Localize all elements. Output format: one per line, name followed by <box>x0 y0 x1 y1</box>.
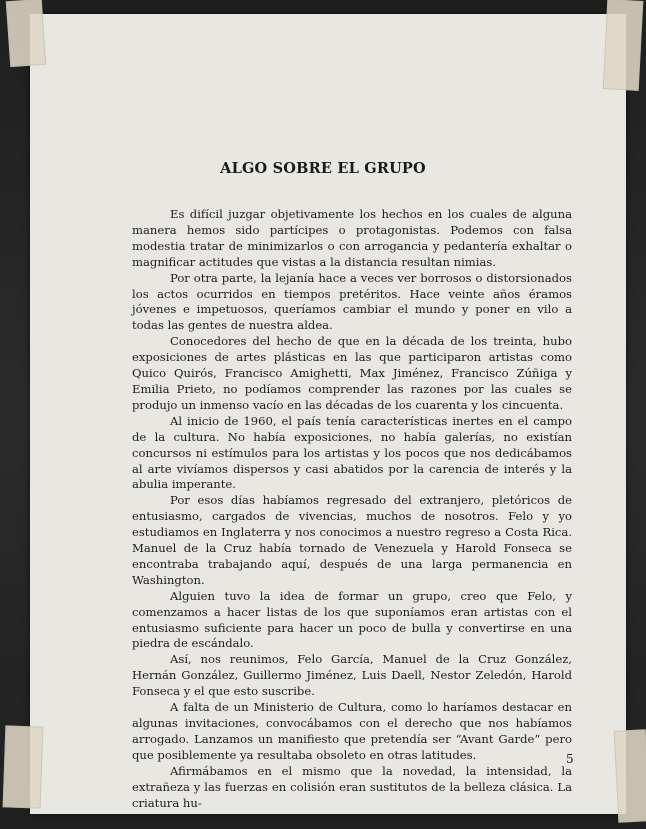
tape-bottom-right <box>614 729 646 823</box>
paragraph: Afirmábamos en el mismo que la novedad, la intensidad, la extrañeza y las fuerzas en colisión eran sustitutos de la belleza clásica. La criatura hu- <box>132 763 572 810</box>
paragraph: Es difícil juzgar objetivamente los hechos en los cuales de alguna manera hemos sido partícipes o protagonistas. Podemos con falsa modestia tratar de minimizarlos o con arrogancia y pedantería exhaltar o magnificar actitudes que vistas a la distancia resultan nimias. <box>132 207 572 269</box>
paragraph: A falta de un Ministerio de Cultura, como lo haríamos destacar en algunas invitaciones, convocábamos con el derecho que nos habíamos arrogado. Lanzamos un manifiesto que pretendía ser “Avant Garde” pero que posiblemente ya resultaba obsoleto en otras latitudes. <box>132 700 572 762</box>
document-body <box>132 207 572 811</box>
paragraph: Conocedores del hecho de que en la década de los treinta, hubo exposiciones de artes plásticas en las que participaron artistas como Quico Quirós, Francisco Amighetti, Max Jiménez, Francisco Zúñiga y Emilia Prieto, no podíamos comprender las razones por las cuales se produjo un inmenso vacío en las décadas de los cuarenta y los cincuenta. <box>132 334 572 412</box>
tape-top-right <box>603 0 644 91</box>
paragraph: Por esos días habíamos regresado del extranjero, pletóricos de entusiasmo, cargados de vivencias, muchos de nosotros. Felo y yo estudiamos en Inglaterra y nos conocimos a nuestro regreso a Costa Rica. Manuel de la Cruz había tornado de Venezuela y Harold Fonseca se encontraba trabajando aquí, después de una larga permanencia en Washington. <box>132 493 572 587</box>
page-number: 5 <box>566 752 574 766</box>
paragraph: Así, nos reunimos, Felo García, Manuel de la Cruz González, Hernán González, Guillermo Jiménez, Luis Daell, Nestor Zeledón, Harold Fonseca y el que esto suscribe. <box>132 652 572 699</box>
tape-bottom-left <box>3 725 44 808</box>
paragraph: Alguien tuvo la idea de formar un grupo, creo que Felo, y comenzamos a hacer listas de los que suponíamos eran artistas con el entusiasmo suficiente para hacer un poco de bulla y convertirse en una piedra de escándalo. <box>132 588 572 651</box>
paragraph: Por otra parte, la lejanía hace a veces ver borrosos o distorsionados los actos ocurridos en tiempos pretéritos. Hace veinte años éramos jóvenes e impetuosos, queríamos cambiar el mundo y poner en vilo a todas las gentes de nuestra aldea. <box>132 270 572 333</box>
tape-top-left <box>6 0 47 67</box>
page-title: ALGO SOBRE EL GRUPO <box>220 160 426 177</box>
paragraph: Al inicio de 1960, el país tenía características inertes en el campo de la cultura. No había exposiciones, no había galerías, no existían concursos ni estímulos para los artistas y los pocos que nos dedicábamos al arte vivíamos dispersos y casi abatidos por la carencia de interés y la abulia imperante. <box>132 413 572 492</box>
